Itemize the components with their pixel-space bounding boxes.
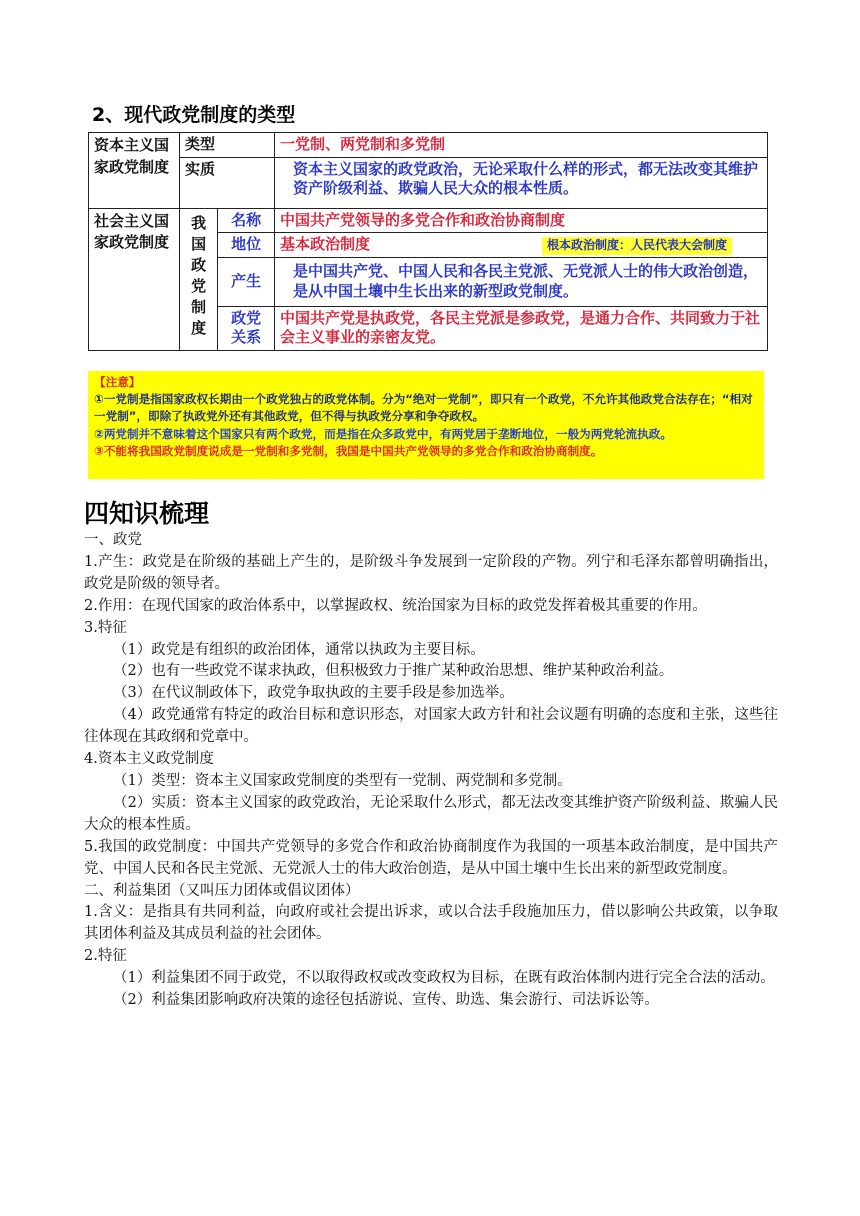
vertical-char: 度 [191, 318, 207, 337]
vertical-char: 制 [191, 297, 207, 316]
main-heading: 四知识梳理 [84, 499, 210, 528]
relation-label-line: 政党 [231, 308, 262, 327]
paragraph: 2.作用：在现代国家的政治体系中，以掌握政权、统治国家为目标的政党发挥着极其重要的作用。 [84, 597, 707, 614]
note-item: ②两党制并不意味着这个国家只有两个政党，而是指在众多政党中，有两党居于垄断地位，一般为两党轮流执政。 [94, 426, 672, 441]
relation-value-cell: 中国共产党是执政党，各民主党派是参政党，是通力合作、共同致力于社会主义事业的亲密友党。 [275, 306, 768, 350]
status-value-cell [275, 233, 768, 258]
note-item: ③不能将我国政党制度说成是一党制和多党制，我国是中国共产党领导的多党合作和政治协商制度。 [94, 443, 603, 458]
type-value-cell: 一党制、两党制和多党制 [275, 133, 768, 158]
status-value: 基本政治制度 [280, 235, 371, 253]
note-item: ①一党制是指国家政权长期由一个政党独占的政党体制。分为“绝对一党制”，即只有一个政党，不允许其他政党合法存在；“相对一党制”，即除了执政党外还有其他政党，但不得与执政党分享和争夺政权。 [94, 392, 753, 424]
paragraph: 1.产生：政党是在阶级的基础上产生的，是阶级斗争发展到一定阶段的产物。列宁和毛泽东都曾明确指出，政党是阶级的领导者。 [84, 553, 778, 592]
paragraph: （3）在代议制政体下，政党争取执政的主要手段是参加选举。 [113, 685, 514, 702]
paragraph: 5.我国的政党制度：中国共产党领导的多党合作和政治协商制度作为我国的一项基本政治制度，是中国共产党、中国人民和各民主党派、无党派人士的伟大政治创造，是从中国土壤中生长出来的新型政党制度。 [84, 838, 778, 877]
body-text [84, 530, 778, 1012]
status-label-cell: 地位 [218, 233, 275, 258]
paragraph: （2）实质：资本主义国家的政党政治，无论采取什么形式，都无法改变其维护资产阶级利益、欺骗人民大众的根本性质。 [84, 794, 778, 833]
paragraph: （4）政党通常有特定的政治目标和意识形态，对国家大政方针和社会议题有明确的态度和主张，这些往往体现在其政纲和党章中。 [84, 707, 778, 746]
table-row [89, 208, 768, 233]
name-value-cell: 中国共产党领导的多党合作和政治协商制度 [275, 208, 768, 233]
vertical-label-cell [180, 208, 218, 350]
paragraph: （2）也有一些政党不谋求执政，但积极致力于推广某种政治思想、维护某种政治利益。 [113, 663, 674, 680]
vertical-char: 国 [191, 234, 207, 253]
relation-label-cell [218, 306, 275, 350]
relation-label-line: 关系 [231, 328, 262, 347]
section-title: 2、现代政党制度的类型 [92, 104, 296, 126]
essence-label-cell: 实质 [180, 157, 275, 208]
type-label-cell: 类型 [180, 133, 275, 158]
paragraph: 3.特征 [84, 619, 127, 636]
paragraph: 1.含义：是指具有共同利益，向政府或社会提出诉求，或以合法手段施加压力，借以影响公共政策，以争取其团体利益及其成员利益的社会团体。 [84, 904, 778, 943]
note-box [88, 371, 764, 479]
paragraph: 4.资本主义政党制度 [84, 751, 214, 768]
paragraph: （1）政党是有组织的政治团体，通常以执政为主要目标。 [113, 641, 485, 658]
origin-value-cell: 是中国共产党、中国人民和各民主党派、无党派人士的伟大政治创造，是从中国土壤中生长出来的新型政党制度。 [275, 257, 768, 306]
paragraph: （2）利益集团影响政府决策的途径包括游说、宣传、助选、集会游行、司法诉讼等。 [113, 992, 659, 1009]
paragraph: 2.特征 [84, 948, 127, 965]
paragraph: （1）类型：资本主义国家政党制度的类型有一党制、两党制和多党制。 [113, 772, 572, 789]
essence-value-cell: 资本主义国家的政党政治，无论采取什么样的形式，都无法改变其维护资产阶级利益、欺骗人民大众的根本性质。 [275, 157, 768, 208]
note-title: 【注意】 [94, 375, 141, 389]
vertical-char: 我 [191, 213, 207, 232]
vertical-char: 政 [191, 255, 207, 274]
origin-label-cell: 产生 [218, 257, 275, 306]
name-label-cell: 名称 [218, 208, 275, 233]
paragraph: 一、政党 [84, 532, 142, 548]
paragraph: （1）利益集团不同于政党，不以取得政权或改变政权为目标，在既有政治体制内进行完全合法的活动。 [113, 970, 775, 987]
party-system-table [88, 132, 768, 351]
socialist-category-cell: 社会主义国家政党制度 [89, 208, 180, 350]
root-system-tag: 根本政治制度：人民代表大会制度 [542, 237, 732, 255]
capitalist-category-cell: 资本主义国家政党制度 [89, 133, 180, 209]
paragraph: 二、利益集团（又叫压力团体或倡议团体） [84, 882, 360, 899]
table-row [89, 157, 768, 208]
table-row [89, 133, 768, 158]
vertical-char: 党 [191, 276, 207, 295]
